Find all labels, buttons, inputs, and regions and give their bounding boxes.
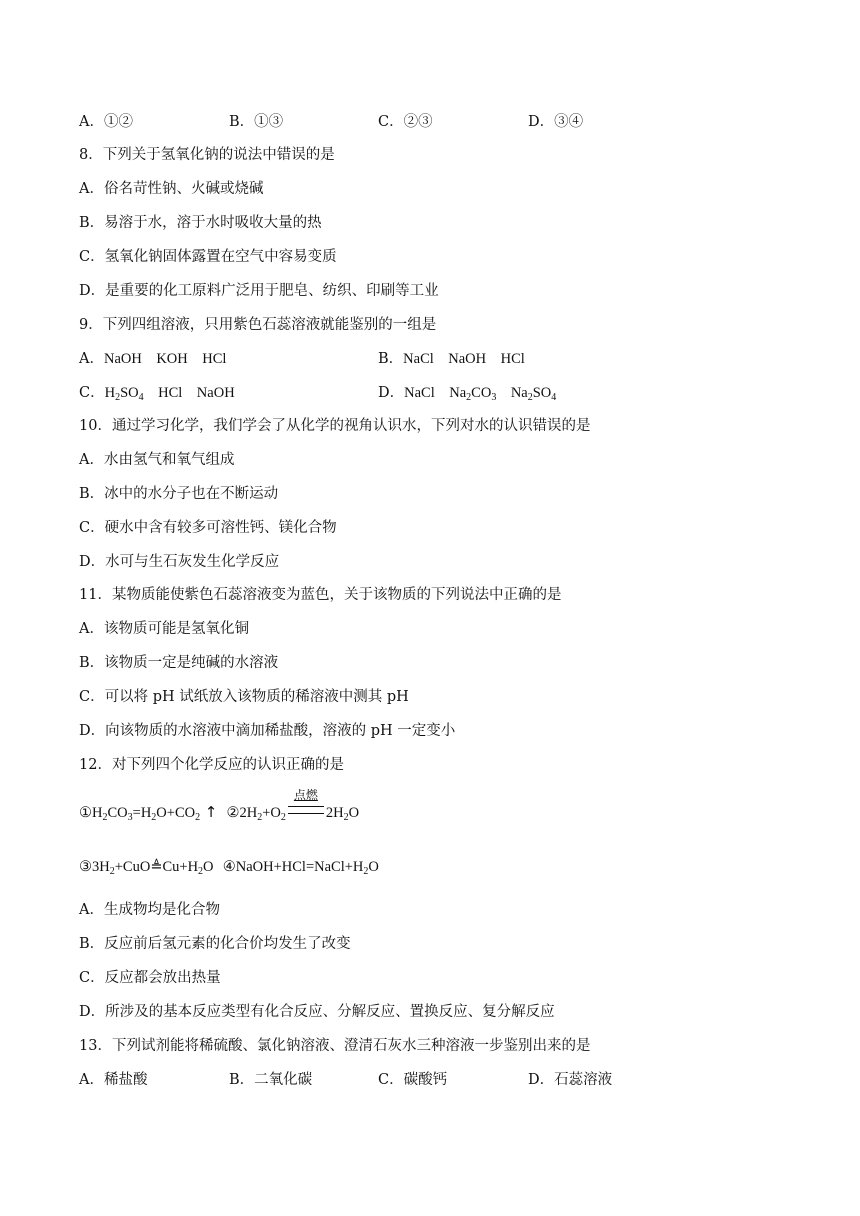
q11-option-a: A．该物质可能是氢氧化铜	[79, 621, 249, 637]
q11-option-c: C．可以将 pH 试纸放入该物质的稀溶液中测其 pH	[79, 689, 409, 705]
q9-option-d-letter: D．	[378, 385, 405, 401]
formula-part: HCl NaOH	[143, 385, 235, 401]
q8-option-b: B．易溶于水，溶于水时吸收大量的热	[79, 215, 322, 231]
q9-option-c	[79, 383, 235, 403]
formula-part: NaOH+HCl=NaCl+H	[235, 859, 364, 875]
formula-part: 2H	[239, 805, 258, 821]
formula-part: CO	[107, 805, 128, 821]
eq3-formula	[92, 859, 214, 875]
heat-sign-icon: ≜	[150, 859, 163, 875]
q11-stem: 11．某物质能使紫色石蕊溶液变为蓝色，关于该物质的下列说法中正确的是	[79, 587, 562, 603]
subscript: 2	[151, 812, 157, 823]
q10-option-d: D．水可与生石灰发生化学反应	[79, 554, 280, 570]
formula-part: CO	[471, 385, 492, 401]
q10-option-b: B．冰中的水分子也在不断运动	[79, 486, 279, 502]
q9-option-c-formula	[105, 385, 235, 401]
q13-option-a: A．稀盐酸	[79, 1072, 148, 1088]
subscript: 4	[551, 392, 557, 403]
gas-arrow-icon: ↑	[204, 803, 218, 821]
q9-option-d-formula	[404, 385, 556, 401]
q9-option-c-letter: C．	[79, 385, 105, 401]
subscript: 2	[466, 392, 472, 403]
eq4-number: ④	[222, 859, 236, 875]
q9-option-d	[378, 383, 556, 403]
eq1-number: ①	[79, 805, 92, 821]
subscript: 2	[195, 812, 201, 823]
q9-option-b-text: NaCl NaOH HCl	[403, 351, 525, 367]
formula-part: O	[348, 805, 360, 821]
reaction-condition	[286, 788, 326, 821]
q12-option-d: D．所涉及的基本反应类型有化合反应、分解反应、置换反应、复分解反应	[79, 1004, 555, 1020]
formula-part: NaCl Na	[404, 385, 467, 401]
q9-option-b-letter: B．	[378, 351, 404, 367]
formula-part: O	[368, 859, 379, 875]
q7-option-d: D．③④	[528, 114, 584, 130]
q8-option-a: A．俗名苛性钠、火碱或烧碱	[79, 181, 264, 197]
subscript: 2	[109, 866, 115, 877]
formula-part: +CuO	[114, 859, 151, 875]
formula-part: H	[92, 805, 103, 821]
q7-option-a: A．①②	[79, 114, 133, 130]
q9-option-b	[378, 349, 525, 369]
q12-option-c: C．反应都会放出热量	[79, 970, 221, 986]
q8-option-c: C．氢氧化钠固体露置在空气中容易变质	[79, 249, 337, 265]
q9-option-a-text: NaOH KOH HCl	[103, 351, 227, 367]
subscript: 2	[280, 812, 286, 823]
q10-option-c: C．硬水中含有较多可溶性钙、镁化合物	[79, 520, 337, 536]
subscript: 2	[257, 812, 263, 823]
subscript: 2	[527, 392, 533, 403]
formula-part: SO	[532, 385, 552, 401]
q12-equations-1-2	[79, 788, 360, 823]
subscript: 2	[198, 866, 204, 877]
eq1-formula	[92, 805, 200, 821]
formula-part: Cu+H	[162, 859, 199, 875]
subscript: 3	[127, 812, 133, 823]
formula-part: 3H	[92, 859, 110, 875]
subscript: 2	[115, 392, 121, 403]
q8-stem: 8．下列关于氢氧化钠的说法中错误的是	[79, 147, 335, 163]
formula-part: O+CO	[156, 805, 196, 821]
q13-option-c: C．碳酸钙	[378, 1072, 448, 1088]
q11-option-d: D．向该物质的水溶液中滴加稀盐酸，溶液的 pH 一定变小	[79, 723, 456, 739]
q12-stem: 12．对下列四个化学反应的认识正确的是	[79, 757, 344, 773]
q7-option-b: B．①③	[229, 114, 284, 130]
formula-part: SO	[120, 385, 139, 401]
eq2-product	[326, 805, 359, 821]
q12-option-b: B．反应前后氢元素的化合价均发生了改变	[79, 936, 351, 952]
q10-option-a: A．水由氢气和氧气组成	[79, 452, 235, 468]
formula-part: H	[104, 385, 116, 401]
q9-option-a	[79, 349, 226, 369]
eq4-formula	[236, 859, 379, 875]
subscript: 3	[491, 392, 497, 403]
subscript: 2	[102, 812, 108, 823]
q9-stem: 9．下列四组溶液，只用紫色石蕊溶液就能鉴别的一组是	[79, 317, 437, 333]
q13-option-d: D．石蕊溶液	[528, 1072, 613, 1088]
q8-option-d: D．是重要的化工原料广泛用于肥皂、纺织、印刷等工业	[79, 283, 439, 299]
q12-option-a: A．生成物均是化合物	[79, 902, 220, 918]
formula-part: Na	[496, 385, 528, 401]
q7-option-c: C．②③	[378, 114, 433, 130]
ignition-condition-label: 点燃	[293, 788, 318, 802]
formula-part: 2H	[325, 805, 344, 821]
formula-part: O	[203, 859, 214, 875]
formula-part: +O	[262, 805, 281, 821]
eq2-number: ②	[226, 805, 240, 821]
formula-part: =H	[132, 805, 152, 821]
subscript: 2	[343, 812, 349, 823]
q12-equations-3-4	[79, 859, 379, 876]
q11-option-b: B．该物质一定是纯碱的水溶液	[79, 655, 279, 671]
subscript: 2	[363, 866, 369, 877]
subscript: 4	[138, 392, 144, 403]
q13-option-b: B．二氧化碳	[229, 1072, 313, 1088]
q10-stem: 10．通过学习化学，我们学会了从化学的视角认识水，下列对水的认识错误的是	[79, 418, 591, 434]
q9-option-a-letter: A．	[79, 351, 104, 367]
q13-stem: 13．下列试剂能将稀硫酸、氯化钠溶液、澄清石灰水三种溶液一步鉴别出来的是	[79, 1038, 591, 1054]
eq3-number: ③	[79, 859, 92, 875]
equals-bars	[288, 806, 324, 814]
eq2-formula	[240, 805, 286, 821]
